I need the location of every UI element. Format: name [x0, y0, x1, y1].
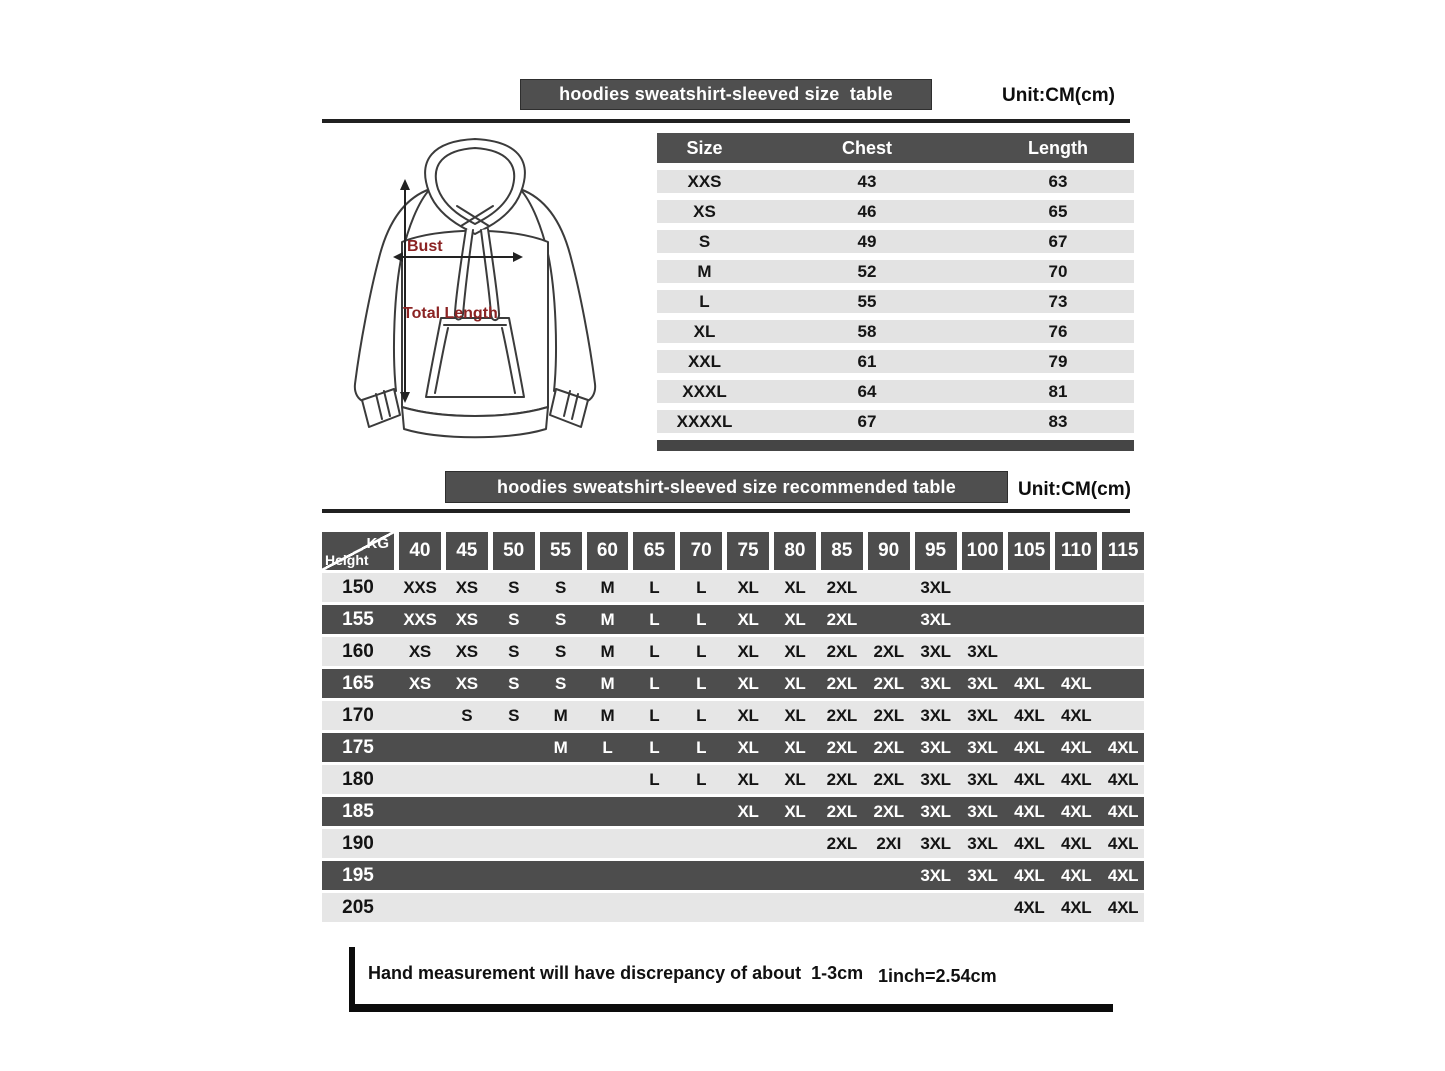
reco-size-cell: [1055, 605, 1097, 634]
reco-size-cell: [821, 893, 863, 922]
reco-size-cell: 3XL: [967, 769, 998, 789]
reco-size-cell: [587, 829, 629, 858]
reco-size-cell: [446, 765, 488, 794]
reco-size-cell: 2XL: [826, 641, 857, 661]
reco-size-cell: 4XL: [1061, 801, 1092, 821]
reco-size-cell: [446, 893, 488, 922]
reco-size-cell: [587, 765, 629, 794]
size-cell: XS: [693, 201, 716, 221]
reco-size-cell: S: [555, 577, 567, 597]
measure-cell: 58: [857, 321, 877, 341]
reco-size-cell: 4XL: [1014, 865, 1045, 885]
reco-size-cell: [446, 861, 488, 890]
reco-size-cell: XS: [455, 673, 478, 693]
reco-row: [322, 605, 1144, 634]
reco-size-cell: 3XL: [967, 737, 998, 757]
measure-cell: 67: [857, 411, 877, 431]
size-cell: XL: [693, 321, 716, 341]
footer-vertical-bar: [349, 947, 355, 1012]
reco-size-cell: [868, 893, 910, 922]
size-cell: L: [699, 291, 710, 311]
weight-header-cell: 115: [1102, 532, 1144, 570]
measure-cell: 65: [1048, 201, 1068, 221]
weight-header-cell: 75: [727, 532, 769, 570]
measure-cell: 76: [1048, 321, 1068, 341]
height-cell: 205: [342, 896, 374, 918]
reco-size-cell: M: [600, 609, 615, 629]
column-header-chest: Chest: [841, 137, 892, 158]
reco-size-cell: 2XL: [826, 673, 857, 693]
reco-size-cell: [962, 893, 1004, 922]
size-table-row: [657, 380, 1134, 403]
reco-size-cell: S: [461, 705, 473, 725]
measure-cell: 64: [857, 381, 877, 401]
reco-size-cell: L: [696, 769, 707, 789]
reco-size-cell: L: [696, 609, 707, 629]
reco-size-cell: 4XL: [1061, 865, 1092, 885]
reco-size-cell: [540, 829, 582, 858]
reco-size-cell: 4XL: [1107, 833, 1139, 853]
reco-size-cell: 4XL: [1107, 801, 1139, 821]
reco-size-cell: 4XL: [1061, 769, 1092, 789]
reco-size-cell: S: [555, 641, 567, 661]
reco-size-cell: L: [649, 737, 660, 757]
reco-size-cell: [540, 797, 582, 826]
reco-size-cell: 3XL: [920, 673, 951, 693]
unit-label-1: Unit:CM(cm): [1002, 85, 1115, 106]
reco-size-cell: S: [508, 577, 520, 597]
reco-size-cell: [493, 797, 535, 826]
reco-size-cell: [868, 605, 910, 634]
size-table-row: [657, 170, 1134, 193]
measure-cell: 73: [1048, 291, 1068, 311]
height-cell: 180: [342, 768, 374, 790]
measure-cell: 70: [1048, 261, 1068, 281]
reco-size-cell: 3XL: [920, 737, 951, 757]
reco-size-cell: 2XL: [826, 737, 857, 757]
weight-header-cell: 50: [493, 532, 535, 570]
reco-size-cell: 3XL: [920, 801, 951, 821]
reco-size-cell: [399, 829, 441, 858]
reco-size-cell: XS: [408, 673, 431, 693]
reco-size-cell: [493, 765, 535, 794]
reco-size-cell: [1102, 701, 1144, 730]
size-table-bottom-bar: [657, 440, 1134, 451]
height-cell: 195: [342, 864, 374, 886]
divider-line-1: [322, 119, 1130, 123]
measure-cell: 55: [857, 291, 877, 311]
reco-size-cell: M: [600, 641, 615, 661]
footer-horizontal-bar: [349, 1004, 1113, 1012]
reco-size-cell: L: [649, 769, 660, 789]
reco-size-cell: 3XL: [920, 577, 951, 597]
reco-size-cell: [868, 573, 910, 602]
size-table-header: [657, 133, 1134, 163]
reco-row: [322, 861, 1144, 890]
reco-size-cell: XS: [455, 641, 478, 661]
kg-label: KG: [366, 535, 389, 552]
reco-size-cell: [680, 797, 722, 826]
size-table-body: [657, 170, 1134, 433]
reco-size-cell: 3XL: [920, 609, 951, 629]
reco-size-cell: 2XL: [826, 577, 857, 597]
reco-row: [322, 829, 1144, 858]
reco-size-cell: 3XL: [920, 769, 951, 789]
size-table-row: [657, 260, 1134, 283]
reco-size-cell: [399, 733, 441, 762]
height-cell: 150: [342, 576, 374, 598]
reco-row: [322, 797, 1144, 826]
height-cell: 165: [342, 672, 374, 694]
reco-row: [322, 669, 1144, 698]
reco-size-cell: S: [508, 609, 520, 629]
unit-label-2: Unit:CM(cm): [1018, 479, 1131, 500]
reco-size-cell: 2XL: [873, 737, 904, 757]
size-table-title: hoodies sweatshirt-sleeved size table: [520, 79, 932, 110]
measure-cell: 81: [1048, 381, 1068, 401]
reco-size-cell: [1102, 669, 1144, 698]
reco-size-cell: 2XL: [873, 641, 904, 661]
reco-size-cell: 4XL: [1014, 833, 1045, 853]
reco-size-cell: 2XL: [826, 705, 857, 725]
reco-size-cell: XXS: [403, 609, 437, 629]
reco-size-cell: S: [555, 609, 567, 629]
reco-size-cell: [1008, 605, 1050, 634]
reco-size-cell: 3XL: [920, 705, 951, 725]
reco-row: [322, 573, 1144, 602]
reco-size-cell: L: [602, 737, 613, 757]
reco-size-cell: XS: [455, 577, 478, 597]
reco-size-cell: XS: [455, 609, 478, 629]
measurement-note: Hand measurement will have discrepancy of about 1-3cm: [368, 963, 864, 983]
reco-size-cell: 4XL: [1107, 865, 1139, 885]
reco-size-cell: 4XL: [1061, 897, 1092, 917]
weight-header-cell: 110: [1055, 532, 1097, 570]
weight-header-cell: 40: [399, 532, 441, 570]
bust-label: Bust: [407, 238, 443, 255]
reco-size-cell: 4XL: [1014, 897, 1045, 917]
inch-conversion-note: 1inch=2.54cm: [878, 966, 997, 986]
reco-size-cell: [587, 861, 629, 890]
weight-header-cell: 100: [962, 532, 1004, 570]
weight-header-cell: 90: [868, 532, 910, 570]
size-cell: XXXL: [682, 381, 727, 401]
reco-size-cell: [493, 829, 535, 858]
reco-size-cell: [633, 861, 675, 890]
reco-size-cell: 3XL: [967, 705, 998, 725]
reco-size-cell: 3XL: [920, 865, 951, 885]
reco-size-cell: XL: [784, 673, 806, 693]
size-table: [657, 133, 1134, 451]
reco-size-cell: [399, 701, 441, 730]
reco-size-cell: [633, 829, 675, 858]
reco-size-cell: [1102, 605, 1144, 634]
reco-size-cell: L: [649, 673, 660, 693]
reco-size-cell: M: [553, 737, 568, 757]
height-cell: 185: [342, 800, 374, 822]
reco-size-cell: [399, 861, 441, 890]
recommended-size-table: [322, 532, 1144, 922]
reco-size-cell: 4XL: [1107, 897, 1139, 917]
reco-row: [322, 765, 1144, 794]
reco-size-cell: 2XI: [876, 833, 901, 853]
reco-size-cell: [399, 893, 441, 922]
reco-size-cell: 2XL: [826, 801, 857, 821]
measure-cell: 46: [857, 201, 877, 221]
reco-size-cell: 2XL: [873, 673, 904, 693]
reco-size-cell: XXS: [403, 577, 437, 597]
height-cell: 155: [342, 608, 374, 630]
reco-size-cell: [399, 797, 441, 826]
reco-size-cell: XL: [737, 737, 759, 757]
reco-size-cell: S: [508, 673, 520, 693]
reco-size-cell: L: [649, 705, 660, 725]
reco-size-cell: [633, 893, 675, 922]
reco-size-cell: XL: [784, 705, 806, 725]
reco-size-cell: XS: [408, 641, 431, 661]
reco-size-cell: XL: [737, 609, 759, 629]
reco-header: [322, 532, 1144, 570]
size-table-row: [657, 320, 1134, 343]
reco-size-cell: 3XL: [920, 833, 951, 853]
reco-row: [322, 701, 1144, 730]
reco-size-cell: [774, 893, 816, 922]
reco-size-cell: [727, 829, 769, 858]
reco-size-cell: [540, 861, 582, 890]
reco-size-cell: L: [649, 577, 660, 597]
reco-size-cell: [446, 829, 488, 858]
reco-size-cell: L: [696, 673, 707, 693]
reco-size-cell: XL: [737, 673, 759, 693]
reco-size-cell: M: [553, 705, 568, 725]
reco-size-cell: XL: [784, 641, 806, 661]
reco-size-cell: [1055, 573, 1097, 602]
reco-size-cell: M: [600, 705, 615, 725]
column-header-length: Length: [1028, 137, 1088, 158]
reco-size-cell: [1008, 573, 1050, 602]
measure-cell: 83: [1048, 411, 1068, 431]
size-cell: XXS: [687, 171, 722, 191]
reco-size-cell: L: [696, 737, 707, 757]
reco-size-cell: XL: [784, 737, 806, 757]
reco-size-cell: [587, 893, 629, 922]
reco-size-cell: [540, 893, 582, 922]
height-cell: 160: [342, 640, 374, 662]
reco-size-cell: 4XL: [1061, 673, 1092, 693]
reco-size-cell: XL: [737, 705, 759, 725]
reco-size-cell: S: [508, 705, 520, 725]
height-cell: 175: [342, 736, 374, 758]
reco-size-cell: XL: [737, 801, 759, 821]
reco-row: [322, 733, 1144, 762]
total-length-label: Total Length: [403, 305, 498, 322]
reco-size-cell: XL: [737, 577, 759, 597]
reco-size-cell: [1102, 573, 1144, 602]
reco-size-cell: 4XL: [1014, 769, 1045, 789]
reco-size-cell: [680, 829, 722, 858]
measure-cell: 79: [1048, 351, 1068, 371]
reco-size-cell: 3XL: [920, 641, 951, 661]
reco-size-cell: 4XL: [1061, 833, 1092, 853]
reco-size-cell: [540, 765, 582, 794]
reco-size-cell: 2XL: [826, 769, 857, 789]
reco-size-cell: 4XL: [1107, 769, 1139, 789]
reco-size-cell: L: [696, 641, 707, 661]
reco-size-cell: [774, 829, 816, 858]
reco-size-cell: [680, 861, 722, 890]
measure-cell: 49: [857, 231, 877, 251]
reco-size-cell: 2XL: [826, 833, 857, 853]
measure-cell: 67: [1048, 231, 1068, 251]
measure-cell: 63: [1048, 171, 1068, 191]
reco-size-cell: L: [696, 577, 707, 597]
weight-header-cell: 45: [446, 532, 488, 570]
reco-size-cell: 4XL: [1014, 705, 1045, 725]
measure-cell: 43: [857, 171, 877, 191]
reco-size-cell: 2XL: [826, 609, 857, 629]
reco-size-cell: L: [696, 705, 707, 725]
reco-size-cell: 4XL: [1014, 673, 1045, 693]
column-header-size: Size: [686, 137, 723, 158]
reco-size-cell: [962, 573, 1004, 602]
reco-size-cell: [446, 797, 488, 826]
reco-size-cell: [493, 893, 535, 922]
reco-size-cell: M: [600, 577, 615, 597]
reco-size-cell: 4XL: [1014, 737, 1045, 757]
reco-size-cell: [587, 797, 629, 826]
reco-size-cell: S: [508, 641, 520, 661]
reco-size-cell: 3XL: [967, 641, 998, 661]
reco-size-cell: S: [555, 673, 567, 693]
divider-line-2: [322, 509, 1130, 513]
reco-size-cell: [774, 861, 816, 890]
reco-size-cell: [868, 861, 910, 890]
reco-size-cell: 2XL: [873, 705, 904, 725]
weight-header-cell: 55: [540, 532, 582, 570]
reco-size-cell: [633, 797, 675, 826]
size-table-row: [657, 230, 1134, 253]
reco-size-cell: XL: [784, 769, 806, 789]
recommended-table-title: hoodies sweatshirt-sleeved size recommended table: [445, 471, 1008, 503]
reco-size-cell: 3XL: [967, 833, 998, 853]
reco-size-cell: [821, 861, 863, 890]
size-cell: XXXXL: [676, 411, 733, 431]
reco-row: [322, 893, 1144, 922]
reco-size-cell: 3XL: [967, 801, 998, 821]
reco-size-cell: [962, 605, 1004, 634]
reco-size-cell: 3XL: [967, 865, 998, 885]
reco-size-cell: [446, 733, 488, 762]
reco-size-cell: XL: [784, 801, 806, 821]
reco-size-cell: [727, 861, 769, 890]
reco-size-cell: [727, 893, 769, 922]
reco-size-cell: 4XL: [1107, 737, 1139, 757]
reco-size-cell: [1008, 637, 1050, 666]
reco-size-cell: [493, 861, 535, 890]
weight-header-cell: 65: [633, 532, 675, 570]
reco-row: [322, 637, 1144, 666]
reco-size-cell: 4XL: [1014, 801, 1045, 821]
reco-size-cell: 2XL: [873, 769, 904, 789]
reco-size-cell: [493, 733, 535, 762]
height-cell: 190: [342, 832, 374, 854]
size-table-row: [657, 290, 1134, 313]
weight-header-cell: 95: [915, 532, 957, 570]
reco-size-cell: 2XL: [873, 801, 904, 821]
weight-header-cell: 80: [774, 532, 816, 570]
reco-size-cell: 4XL: [1061, 705, 1092, 725]
reco-size-cell: 4XL: [1061, 737, 1092, 757]
reco-size-cell: XL: [784, 609, 806, 629]
reco-size-cell: XL: [784, 577, 806, 597]
size-cell: XXL: [687, 351, 722, 371]
size-cell: S: [698, 231, 711, 251]
reco-size-cell: [399, 765, 441, 794]
reco-size-cell: XL: [737, 641, 759, 661]
reco-size-cell: M: [600, 673, 615, 693]
reco-size-cell: L: [649, 609, 660, 629]
measure-cell: 61: [857, 351, 877, 371]
reco-size-cell: [680, 893, 722, 922]
reco-size-cell: [1102, 637, 1144, 666]
size-table-row: [657, 410, 1134, 433]
reco-size-cell: XL: [737, 769, 759, 789]
size-table-row: [657, 350, 1134, 373]
weight-header-cell: 105: [1008, 532, 1050, 570]
weight-header-cell: 60: [587, 532, 629, 570]
hoodie-measurement-diagram: [332, 132, 622, 457]
size-cell: M: [697, 261, 712, 281]
measure-cell: 52: [857, 261, 877, 281]
height-label: Height: [325, 552, 369, 568]
kg-height-corner-cell: [322, 532, 394, 570]
reco-size-cell: [915, 893, 957, 922]
reco-body: [322, 573, 1144, 922]
weight-header-cell: 85: [821, 532, 863, 570]
reco-size-cell: L: [649, 641, 660, 661]
weight-header-cell: 70: [680, 532, 722, 570]
reco-size-cell: 3XL: [967, 673, 998, 693]
height-cell: 170: [342, 704, 374, 726]
reco-size-cell: [1055, 637, 1097, 666]
size-table-row: [657, 200, 1134, 223]
